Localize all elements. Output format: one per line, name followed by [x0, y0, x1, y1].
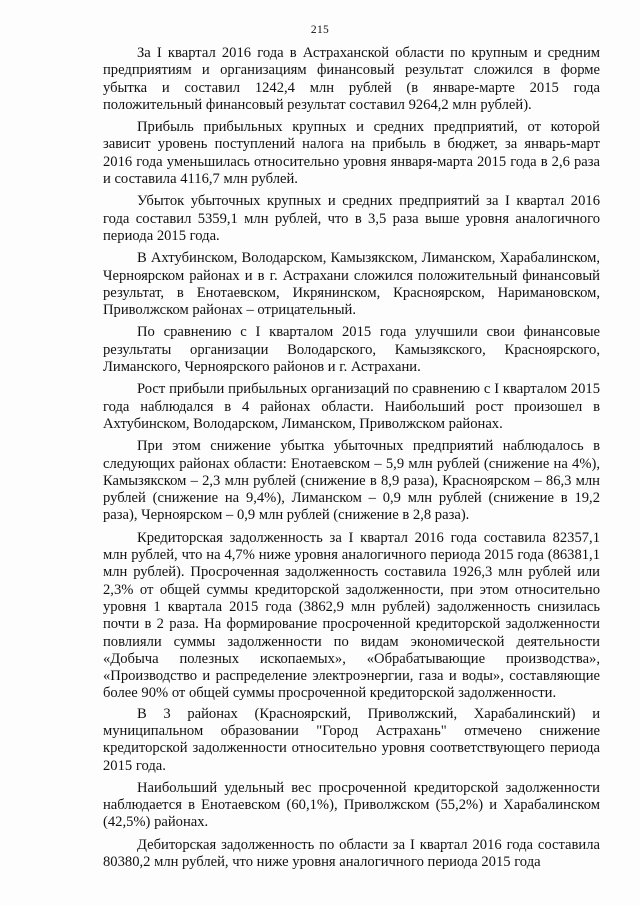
- paragraph-loss-reduction: При этом снижение убытка убыточных предприятий наблюдалось в следующих районах области: Енотаевском – 5,9 млн рублей (снижение на 4%), Камызякском – 2,3 млн рублей (снижение в 8,9 раза), Красноярском – 86,3 млн рублей (снижение на 9,4%), Лиманском – 0,9 млн рублей (снижение в 19,2 раза), Черноярском – 0,9 млн рублей (снижение в 2,8 раза).: [103, 438, 600, 524]
- paragraph-payable-decrease: В 3 районах (Красноярский, Приволжский, Харабалинский) и муниципальном образовании "Город Астрахань" отмечено снижение кредиторской задолженности относительно уровня соответствующего периода 2015 года.: [103, 705, 600, 774]
- document-body: [103, 45, 600, 876]
- paragraph-q1-financial-result: За I квартал 2016 года в Астраханской области по крупным и средним предприятиям и организациям финансовый результат сложился в форме убытка и составил 1242,4 млн рублей (в январе-марте 2015 года положительный финансовый результат составил 9264,2 млн рублей).: [103, 45, 600, 113]
- paragraph-loss: Убыток убыточных крупных и средних предприятий за I квартал 2016 года составил 5359,1 млн рублей, что в 3,5 раза выше уровня аналогичного периода 2015 года.: [103, 193, 600, 244]
- paragraph-accounts-receivable: Дебиторская задолженность по области за I квартал 2016 года составила 80380,2 млн рублей, что ниже уровня аналогичного периода 2015 года: [103, 836, 600, 871]
- paragraph-profit-growth: Рост прибыли прибыльных организаций по сравнению с I кварталом 2015 года наблюдался в 4 районах области. Наибольший рост произошел в Ахтубинском, Володарском, Лиманском, Приволжском районах.: [103, 381, 600, 432]
- paragraph-profit: Прибыль прибыльных крупных и средних предприятий, от которой зависит уровень поступлений налога на прибыль в бюджет, за январь-март 2016 года уменьшилась относительно уровня января-марта 2015 года в 2,6 раза и составила 4116,7 млн рублей.: [103, 119, 600, 188]
- paragraph-districts-result: В Ахтубинском, Володарском, Камызякском, Лиманском, Харабалинском, Черноярском районах и в г. Астрахани сложился положительный финансовый результат, в Енотаевском, Икрянинском, Красноярском, Наримановском, Приволжском районах – отрицательный.: [103, 250, 600, 319]
- paragraph-improved-results: По сравнению с I кварталом 2015 года улучшили свои финансовые результаты организации Володарского, Камызякского, Красноярского, Лиманского, Черноярского районов и г. Астрахани.: [103, 324, 600, 376]
- paragraph-accounts-payable: Кредиторская задолженность за I квартал 2016 года составила 82357,1 млн рублей, что на 4,7% ниже уровня аналогичного периода 2015 года (86381,1 млн рублей). Просроченная задолженность составила 1926,3 млн рублей или 2,3% от общей суммы кредиторской задолженности, при этом относительно уровня 1 квартала 2015 года (3862,9 млн рублей) задолженность снизилась почти в 2 раза. На формирование просроченной кредиторской задолженности повлияли суммы задолженности по видам экономической деятельности «Добыча полезных ископаемых», «Обрабатывающие производства», «Производство и распределение электроэнергии, газа и воды», составляющие более 90% от общей суммы просроченной кредиторской задолженности.: [103, 529, 600, 702]
- page-number: 215: [310, 24, 330, 36]
- paragraph-overdue-share: Наибольший удельный вес просроченной кредиторской задолженности наблюдается в Енотаевском (60,1%), Приволжском (55,2%) и Харабалинском (42,5%) районах.: [103, 779, 600, 831]
